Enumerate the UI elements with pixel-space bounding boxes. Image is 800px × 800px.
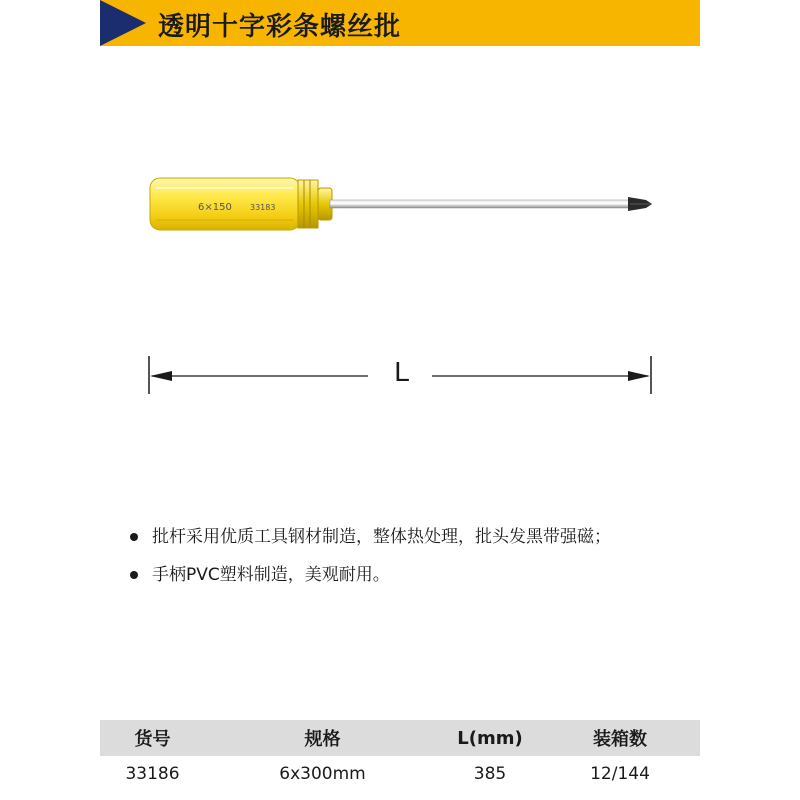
header-item-number: 货号 (134, 729, 171, 750)
page-title: 透明十字彩条螺丝批 (158, 12, 402, 42)
cell-specification: 6x300mm (279, 764, 366, 784)
cell-item-number: 33186 (125, 764, 180, 784)
bullet-icon (130, 533, 138, 541)
header-length: L(mm) (457, 727, 523, 749)
cell-carton-qty: 12/144 (590, 764, 650, 784)
feature-text: 批杆采用优质工具钢材制造，整体热处理，批头发黑带强磁； (152, 527, 611, 547)
product-image (140, 160, 660, 250)
dimension-label: L (394, 356, 410, 387)
header-specification: 规格 (304, 729, 341, 750)
feature-list (128, 520, 728, 596)
feature-item (128, 558, 728, 596)
header-carton-qty: 装箱数 (593, 729, 647, 750)
handle-marking-size: 6×150 (198, 202, 232, 213)
bullet-icon (130, 571, 138, 579)
feature-text: 手柄PVC塑料制造，美观耐用。 (152, 565, 390, 585)
header-banner (100, 0, 700, 46)
cell-length: 385 (473, 764, 507, 784)
feature-item (128, 520, 728, 558)
spec-table-header (100, 720, 700, 756)
length-dimension (140, 350, 660, 400)
header-triangle (100, 0, 146, 46)
spec-table (100, 720, 700, 792)
handle-marking-code: 33183 (250, 203, 276, 212)
table-row (100, 756, 700, 792)
screwdriver-icon (140, 160, 660, 250)
